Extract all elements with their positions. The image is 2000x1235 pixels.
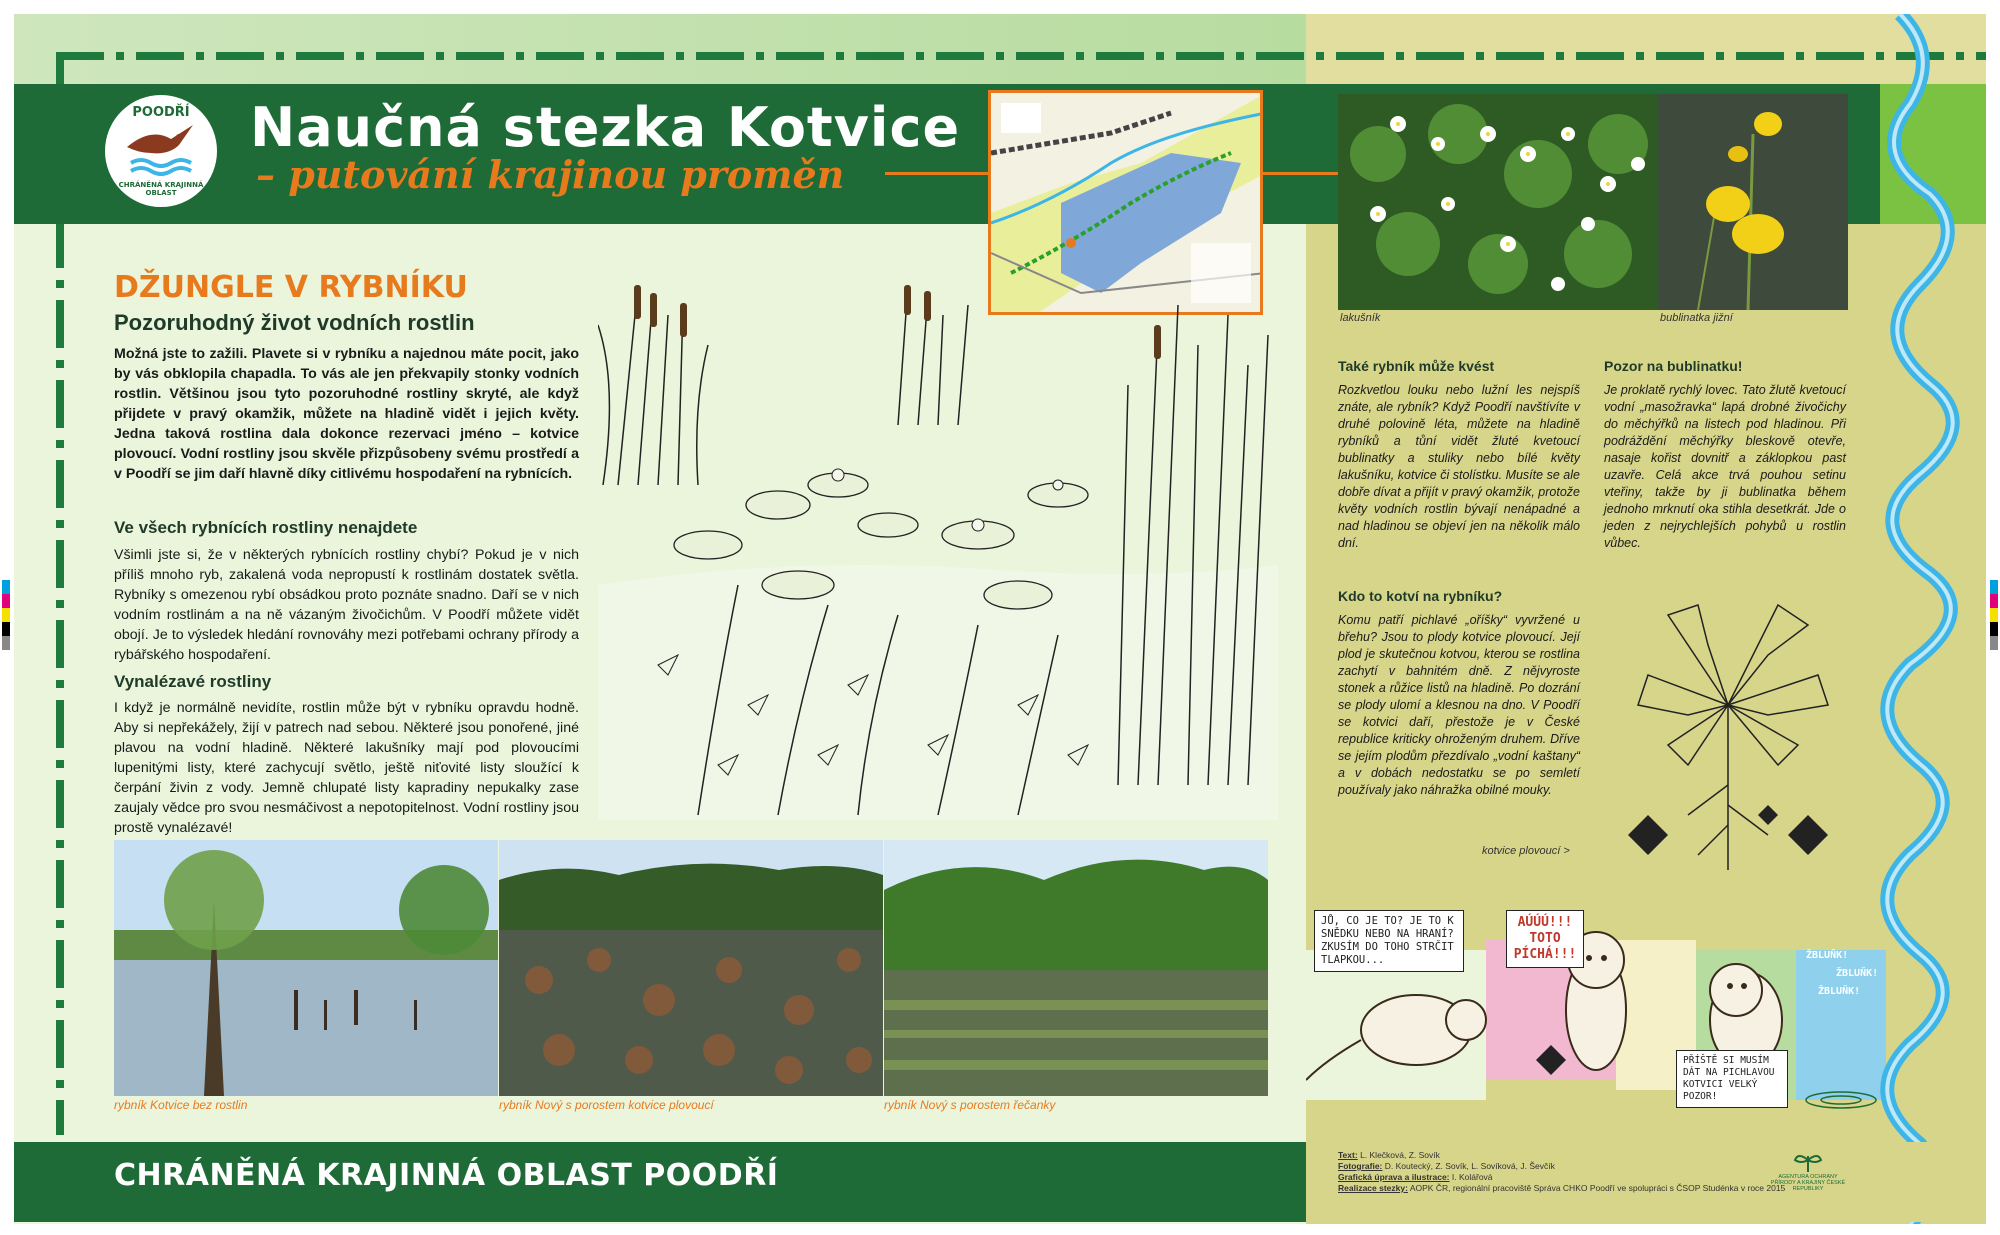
- credit-value: D. Koutecký, Z. Sovík, L. Sovíková, J. Ševčík: [1384, 1161, 1555, 1171]
- map-illustration: [991, 93, 1263, 315]
- paragraph-water-chestnut: Komu patří pichlavé „oříšky“ vyvržené u břehu? Jsou to plody kotvice plovoucí. Její plod je skutečnou kotvou, kterou se rostlina zachytí v bahnitém dně. Z nějvyroste stonek a růžice listů na hladině. Po dozrání se plody ulomí a klesnou na dno. V Poodří se kotvici daří, přestože je v České republice kriticky ohroženým druhem. Dříve se jejím plodům přezdívalo „vodní kaštany“ a v dobách nedostatku se po semletí používaly jako náhražka obilné mouky.: [1338, 613, 1580, 797]
- left-top-strip: [14, 14, 1306, 84]
- photo-lakusnik: [1338, 94, 1658, 310]
- header-rule: [1262, 172, 1342, 175]
- water-crowfoot-photo: [1338, 94, 1658, 310]
- photo-caption: rybník Nový s porostem kotvice plovoucí: [499, 1098, 714, 1112]
- photo-novy-recanka: [884, 840, 1268, 1096]
- heading-pond-blooming: Také rybník může kvést: [1338, 358, 1495, 374]
- splash-text: ŽBLUŇK!: [1836, 968, 1879, 979]
- pond-plants-drawing: [598, 285, 1278, 820]
- photo-novy-kotvice: [499, 840, 883, 1096]
- header-rule: [885, 172, 1000, 175]
- section-title: DŽUNGLE V RYBNÍKU: [114, 270, 468, 305]
- pond-without-plants-photo: [114, 840, 498, 1096]
- splash-text: ŽBLUŇK!: [1806, 950, 1849, 961]
- heading-water-chestnut: Kdo to kotví na rybníku?: [1338, 588, 1503, 604]
- credit-value: L. Klečková, Z. Sovík: [1360, 1150, 1440, 1160]
- paragraph-pond-blooming: Rozkvetlou louku nebo lužní les nejspíš znáte, ale rybník? Když Poodří navštívíte v druhé polovině léta, můžete na hladině rybníků a tůní vidět žluté kvetoucí bublinatky a stuliky nebo bílé květy lakušníku, kotvice či stolístku. Musíte se ale dobře dívat a přijít v pravý okamžik, protože květy vodních rostlin bývají nenápadné a nad hladinou se objeví jen na několik málo dní.: [1338, 383, 1580, 550]
- photo-bublinatka: [1658, 94, 1848, 310]
- photo-caption: rybník Nový s porostem řečanky: [884, 1098, 1056, 1112]
- logo-top-text: POODŘÍ: [132, 105, 190, 120]
- photo-kotvice-pond: [114, 840, 498, 1096]
- speech-bubble-2: AÚÚÚ!!! TOTO PÍCHÁ!!!: [1506, 910, 1584, 968]
- otter-comic: [1306, 900, 1886, 1125]
- pond-with-pondweed-photo: [884, 840, 1268, 1096]
- credit-label: Fotografie:: [1338, 1161, 1383, 1171]
- pond-with-water-chestnut-photo: [499, 840, 883, 1096]
- credits: [1338, 1150, 1785, 1194]
- paragraph-no-plants: Všimli jste si, že v některých rybnících rostliny chybí? Pokud je v nich příliš mnoho ryb, zakalená voda nepropustí k rostlinám dostatek světla. Rybníky s omezenou rybí obsádkou proto poznáte snadno. Daří se v nich vodním rostlinám a na ně vázaným živočichům. V Poodří můžete vidět obojí. Je to výsledek hledání rovnováhy mezi potřebami ochrany přírody a rybářského hospodaření.: [114, 547, 579, 663]
- credit-label: Text:: [1338, 1150, 1358, 1160]
- print-mark: [40, 4, 42, 11]
- agency-name: AGENTURA OCHRANY PŘÍRODY A KRAJINY ČESKÉ REPUBLIKY: [1770, 1174, 1846, 1192]
- credit-label: Realizace stezky:: [1338, 1183, 1408, 1193]
- section-subtitle: Pozoruhodný život vodních rostlin: [114, 310, 475, 335]
- color-bar: [1990, 580, 1998, 650]
- bladderwort-photo: [1658, 94, 1848, 310]
- trail-map: [988, 90, 1263, 315]
- paragraph-inventive-plants: I když je normálně nevidíte, rostlin může být v rybníku opravdu hodně. Aby si nepřekážely, žijí v patrech nad sebou. Některé jsou ponořené, jiné plavou na vodní hladině. Některé lakušníky mají pod plovoucími lupenitými listy, které zachycují světlo, ještě niťovité listy sloužící k čerpání živin z vody. Jemně chlupaté listy kapradiny nepukalky zase zaujaly vědce pro svou nesmáčivost a nepotopitelnost. Vodní rostliny jsou prostě vynalézavé!: [114, 700, 579, 836]
- logo-bottom-text: CHRÁNĚNÁ KRAJINNÁ OBLAST: [118, 181, 204, 197]
- dash-border-horizontal: [56, 52, 1986, 60]
- credit-value: AOPK ČR, regionální pracoviště Správa CHKO Poodří ve spolupráci s ČSOP Studénka v roce 2015: [1409, 1183, 1786, 1193]
- poodri-logo: [102, 92, 220, 210]
- intro-paragraph: Možná jste to zažili. Plavete si v rybníku a najednou máte pocit, jako by vás obklopila chapadla. To vás ale jen překvapily stonky vodních rostlin. Většinou jsou tyto pozoruhodné rostliny skryté, ale když přijdete v pravý okamžik, můžete na hladině vidět i jejich květy. Jedna taková rostlina dala dokonce rezervaci jméno – kotvice plovoucí. Vodní rostliny jsou skvěle přizpůsobeny svému prostředí a v Poodří se jim daří hlavně díky citlivému hospodaření na rybnících.: [114, 346, 579, 482]
- river-decoration: [1840, 14, 1986, 1224]
- heading-bladderwort: Pozor na bublinatku!: [1604, 358, 1743, 374]
- paragraph-bladderwort: Je proklatě rychlý lovec. Tato žlutě kvetoucí vodní „masožravka“ lapá drobné živočichy do měchýřků na listech pod hladinou. Při podráždění měchýřky bleskově otevře, nasaje kořist dovnitř a záklopkou past uzavře. Celá akce trvá pouhou setinu vteřiny, takže by ji bublinatka během jednoho mrknutí oka stihla desetkrát. Jde o jeden z nejrychlejších pohybů u rostlin vůbec.: [1604, 383, 1846, 550]
- splash-text: ŽBLUŇK!: [1818, 986, 1861, 997]
- footer-title: CHRÁNĚNÁ KRAJINNÁ OBLAST POODŘÍ: [114, 1158, 779, 1193]
- photo-caption: bublinatka jižní: [1660, 312, 1733, 324]
- page-title: Naučná stezka Kotvice: [250, 96, 961, 159]
- credit-label: Grafická úprava a ilustrace:: [1338, 1172, 1450, 1182]
- photo-caption: lakušník: [1340, 312, 1381, 324]
- bird-icon: [121, 119, 201, 183]
- water-chestnut-drawing: [1608, 585, 1848, 870]
- photo-caption: rybník Kotvice bez rostlin: [114, 1098, 248, 1112]
- kotvice-caption: kotvice plovoucí >: [1482, 845, 1570, 857]
- credit-value: I. Kolářová: [1451, 1172, 1493, 1182]
- heading-no-plants: Ve všech rybnících rostliny nenajdete: [114, 518, 418, 537]
- color-bar: [2, 580, 10, 650]
- page-subtitle: – putování krajinou proměn: [256, 152, 845, 197]
- speech-bubble-3: PŘÍŠTĚ SI MUSÍM DÁT NA PICHLAVOU KOTVICI VELKÝ POZOR!: [1676, 1050, 1788, 1108]
- agency-logo: [1768, 1150, 1848, 1192]
- speech-bubble-1: JŮ, CO JE TO? JE TO K SNĚDKU NEBO NA HRANÍ? ZKUSÍM DO TOHO STRČIT TLAPKOU...: [1314, 910, 1464, 972]
- leaf-icon: [1793, 1150, 1823, 1172]
- water-chestnut-illustration: [1608, 585, 1848, 870]
- pond-illustration: [598, 285, 1278, 820]
- heading-inventive-plants: Vynalézavé rostliny: [114, 672, 272, 691]
